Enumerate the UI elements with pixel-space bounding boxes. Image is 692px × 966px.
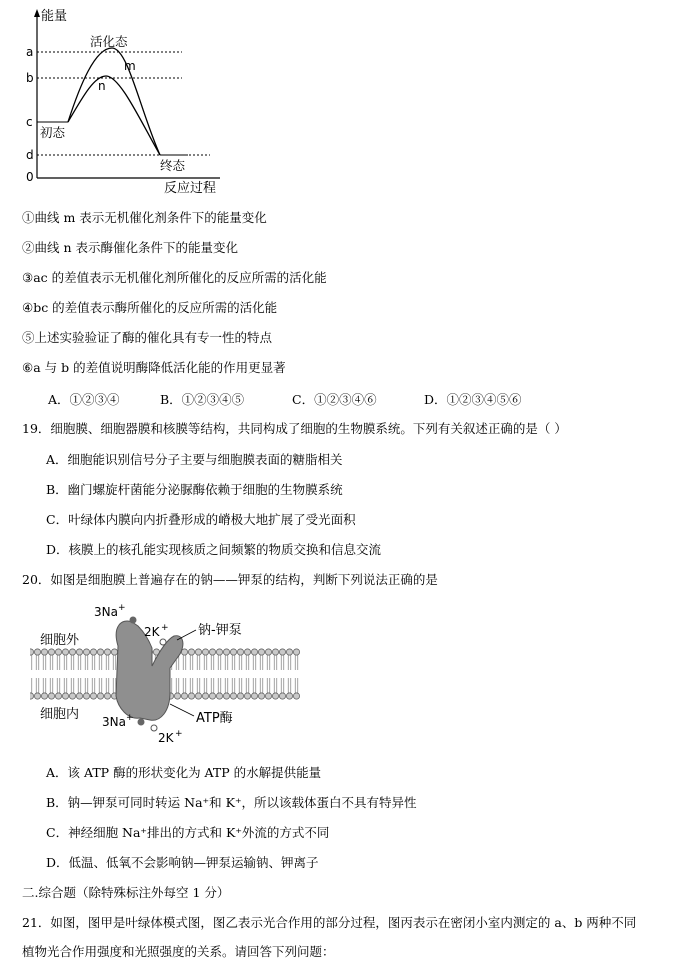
curve-n-label: n (98, 79, 106, 93)
section-2-heading: 二.综合题（除特殊标注外每空 1 分） (22, 885, 230, 900)
energy-diagram (0, 0, 240, 200)
pump-pointer (177, 630, 196, 640)
q19-option-a[interactable]: A．细胞能识别信号分子主要与细胞膜表面的糖脂相关 (46, 452, 343, 467)
na-out-label: 3Na (94, 605, 118, 619)
statement-1: ①曲线 m 表示无机催化剂条件下的能量变化 (22, 210, 267, 225)
na-in-charge: + (126, 713, 134, 723)
sodium-potassium-pump-figure (20, 596, 320, 746)
level-b-label: b (26, 71, 34, 85)
k-in-label: 2K (158, 731, 174, 745)
curve-m-label: m (124, 59, 136, 73)
x-axis-label: 反应过程 (164, 181, 217, 196)
na-in-label: 3Na (102, 715, 126, 729)
q18-option-c[interactable]: C．①②③④⑥ (292, 392, 377, 407)
q20-option-d[interactable]: D．低温、低氧不会影响钠—钾泵运输钠、钾离子 (46, 855, 319, 870)
statement-5: ⑤上述实验验证了酶的催化具有专一性的特点 (22, 330, 273, 345)
k-out-label: 2K (144, 625, 160, 639)
na-ion-out (130, 617, 137, 624)
level-c-label: c (26, 115, 33, 129)
y-axis-arrow (34, 9, 40, 17)
curve-m (68, 48, 160, 155)
q20-option-c[interactable]: C．神经细胞 Na⁺排出的方式和 K⁺外流的方式不同 (46, 825, 330, 840)
initial-state-label: 初态 (40, 125, 66, 140)
q20-option-a[interactable]: A．该 ATP 酶的形状变化为 ATP 的水解提供能量 (46, 765, 322, 780)
q20-option-b[interactable]: B．钠—钾泵可同时转运 Na⁺和 K⁺，所以该载体蛋白不具有特异性 (46, 795, 417, 810)
enzyme-label: ATP酶 (196, 711, 233, 726)
inside-label: 细胞内 (40, 707, 80, 722)
k-out-charge: + (161, 623, 169, 633)
q19-option-c[interactable]: C．叶绿体内膜向内折叠形成的嵴极大地扩展了受光面积 (46, 512, 356, 527)
statement-2: ②曲线 n 表示酶催化条件下的能量变化 (22, 240, 238, 255)
q19-option-d[interactable]: D．核膜上的核孔能实现核质之间频繁的物质交换和信息交流 (46, 542, 382, 557)
statement-4: ④bc 的差值表示酶所催化的反应所需的活化能 (22, 300, 278, 315)
activated-state-label: 活化态 (90, 34, 128, 49)
pump-label: 钠-钾泵 (198, 623, 242, 638)
level-d-label: d (26, 148, 34, 162)
enzyme-pointer (170, 704, 194, 716)
q21-line-2: 植物光合作用强度和光照强度的关系。请回答下列问题： (22, 944, 335, 959)
na-out-charge: + (118, 603, 126, 613)
q18-option-a[interactable]: A．①②③④ (48, 392, 120, 407)
q21-line-1: 21．如图，图甲是叶绿体模式图，图乙表示光合作用的部分过程，图丙表示在密闭小室内测定的 a、b 两种不同 (22, 915, 637, 930)
k-ion-in (151, 725, 157, 731)
outside-label: 细胞外 (40, 633, 80, 648)
statement-3: ③ac 的差值表示无机催化剂所催化的反应所需的活化能 (22, 270, 327, 285)
level-a-label: a (26, 45, 34, 59)
q18-option-d[interactable]: D．①②③④⑤⑥ (424, 392, 522, 407)
origin-label: 0 (26, 170, 34, 184)
y-axis-label: 能量 (41, 9, 68, 24)
q18-option-b[interactable]: B．①②③④⑤ (160, 392, 245, 407)
q20-stem: 20．如图是细胞膜上普遍存在的钠——钾泵的结构，判断下列说法正确的是 (22, 572, 438, 587)
k-ion-out (160, 639, 166, 645)
curve-n (68, 76, 160, 155)
statement-6: ⑥a 与 b 的差值说明酶降低活化能的作用更显著 (22, 360, 286, 375)
na-ion-in (138, 719, 145, 726)
final-state-label: 终态 (160, 158, 186, 173)
q19-option-b[interactable]: B．幽门螺旋杆菌能分泌脲酶依赖于细胞的生物膜系统 (46, 482, 343, 497)
k-in-charge: + (175, 729, 183, 739)
q19-stem: 19．细胞膜、细胞器膜和核膜等结构，共同构成了细胞的生物膜系统。下列有关叙述正确的是（ ） (22, 421, 567, 436)
